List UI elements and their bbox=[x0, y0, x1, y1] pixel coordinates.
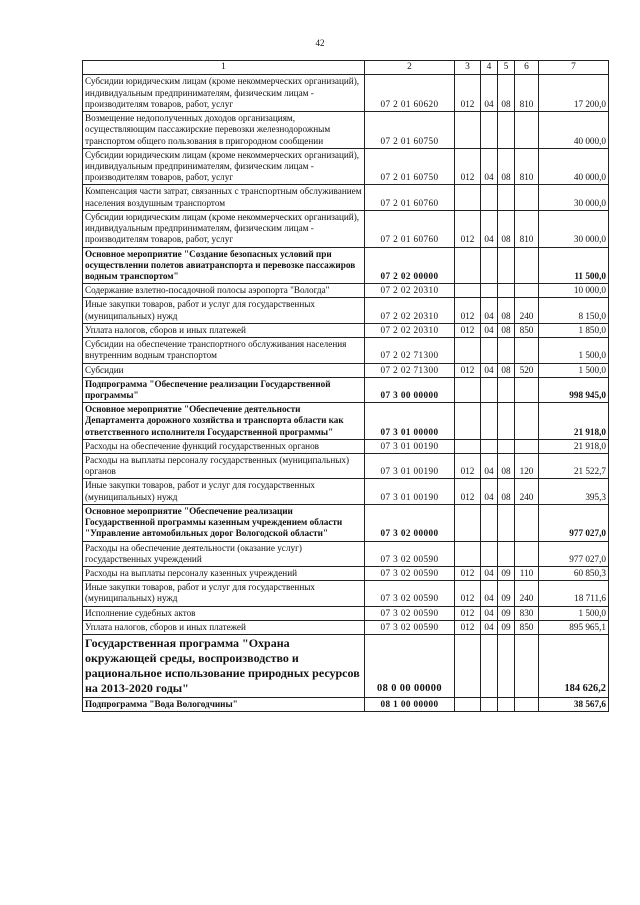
col4-value bbox=[481, 635, 498, 698]
budget-code: 08 0 00 00000 bbox=[365, 635, 455, 698]
amount: 998 945,0 bbox=[539, 377, 609, 402]
table-row bbox=[83, 112, 609, 149]
col4-value: 04 bbox=[481, 567, 498, 581]
col5-value: 09 bbox=[498, 620, 515, 634]
budget-table bbox=[82, 60, 609, 712]
col3-value: 012 bbox=[455, 479, 481, 504]
col5-value: 08 bbox=[498, 363, 515, 377]
col5-value bbox=[498, 439, 515, 453]
amount: 21 918,0 bbox=[539, 439, 609, 453]
amount: 21 522,7 bbox=[539, 454, 609, 479]
amount: 38 567,6 bbox=[539, 698, 609, 712]
budget-code: 07 2 01 60750 bbox=[365, 148, 455, 185]
amount: 895 965,1 bbox=[539, 620, 609, 634]
col5-value bbox=[498, 247, 515, 284]
row-name: Субсидии юридическим лицам (кроме некоммерческих организаций), индивидуальным предпринимателям, физическим лицам - производителям товаров, работ, услуг bbox=[83, 210, 365, 247]
row-name: Возмещение недополученных доходов организациям, осуществляющим пассажирские перевозки железнодорожным транспортом общего пользования в пригородном сообщении bbox=[83, 112, 365, 149]
col5-value: 09 bbox=[498, 567, 515, 581]
amount: 184 626,2 bbox=[539, 635, 609, 698]
row-name: Уплата налогов, сборов и иных платежей bbox=[83, 620, 365, 634]
budget-code: 07 2 01 60760 bbox=[365, 210, 455, 247]
budget-code: 07 3 00 00000 bbox=[365, 377, 455, 402]
col5-value: 08 bbox=[498, 75, 515, 112]
row-name: Расходы на обеспечение деятельности (оказание услуг) государственных учреждений bbox=[83, 541, 365, 566]
col3-value: 012 bbox=[455, 323, 481, 337]
budget-code: 07 3 02 00590 bbox=[365, 541, 455, 566]
col3-value bbox=[455, 403, 481, 440]
col6-value bbox=[515, 377, 539, 402]
col6-value bbox=[515, 338, 539, 363]
amount: 21 918,0 bbox=[539, 403, 609, 440]
budget-code: 07 2 01 60750 bbox=[365, 112, 455, 149]
col5-value: 08 bbox=[498, 210, 515, 247]
row-name: Субсидии bbox=[83, 363, 365, 377]
col4-value bbox=[481, 112, 498, 149]
col4-value: 04 bbox=[481, 323, 498, 337]
col3-value: 012 bbox=[455, 567, 481, 581]
table-row bbox=[83, 363, 609, 377]
table-row bbox=[83, 323, 609, 337]
row-name: Содержание взлетно-посадочной полосы аэропорта "Вологда" bbox=[83, 284, 365, 298]
col4-value bbox=[481, 439, 498, 453]
col4-value bbox=[481, 504, 498, 541]
col5-value bbox=[498, 541, 515, 566]
table-row bbox=[83, 698, 609, 712]
budget-code: 07 3 01 00190 bbox=[365, 479, 455, 504]
col6-value: 240 bbox=[515, 581, 539, 606]
col5-value: 08 bbox=[498, 148, 515, 185]
col3-value: 012 bbox=[455, 454, 481, 479]
budget-code: 07 2 01 60760 bbox=[365, 185, 455, 210]
amount: 17 200,0 bbox=[539, 75, 609, 112]
table-row bbox=[83, 75, 609, 112]
header-cell: 4 bbox=[481, 61, 498, 75]
col5-value bbox=[498, 504, 515, 541]
row-name: Уплата налогов, сборов и иных платежей bbox=[83, 323, 365, 337]
col5-value: 08 bbox=[498, 454, 515, 479]
col5-value bbox=[498, 284, 515, 298]
row-name: Основное мероприятие "Обеспечение деятельности Департамента дорожного хозяйства и транспорта области как ответственного исполнителя Государственной программы" bbox=[83, 403, 365, 440]
amount: 977 027,0 bbox=[539, 541, 609, 566]
col4-value: 04 bbox=[481, 606, 498, 620]
budget-code: 07 2 02 71300 bbox=[365, 338, 455, 363]
col4-value bbox=[481, 698, 498, 712]
col4-value bbox=[481, 284, 498, 298]
col6-value: 830 bbox=[515, 606, 539, 620]
col6-value bbox=[515, 403, 539, 440]
col6-value bbox=[515, 635, 539, 698]
row-name: Компенсация части затрат, связанных с транспортным обслуживанием населения воздушным транспортом bbox=[83, 185, 365, 210]
col4-value: 04 bbox=[481, 581, 498, 606]
col6-value: 850 bbox=[515, 620, 539, 634]
budget-code: 07 2 02 71300 bbox=[365, 363, 455, 377]
table-row bbox=[83, 541, 609, 566]
row-name: Расходы на обеспечение функций государственных органов bbox=[83, 439, 365, 453]
amount: 40 000,0 bbox=[539, 112, 609, 149]
budget-code: 07 3 02 00590 bbox=[365, 606, 455, 620]
col3-value bbox=[455, 698, 481, 712]
row-name: Расходы на выплаты персоналу казенных учреждений bbox=[83, 567, 365, 581]
table-row bbox=[83, 338, 609, 363]
col4-value: 04 bbox=[481, 479, 498, 504]
col4-value: 04 bbox=[481, 75, 498, 112]
col5-value: 08 bbox=[498, 479, 515, 504]
budget-code: 07 3 02 00590 bbox=[365, 567, 455, 581]
col6-value bbox=[515, 112, 539, 149]
budget-code: 08 1 00 00000 bbox=[365, 698, 455, 712]
col5-value bbox=[498, 698, 515, 712]
table-row bbox=[83, 454, 609, 479]
amount: 1 500,0 bbox=[539, 338, 609, 363]
table-row bbox=[83, 620, 609, 634]
col5-value bbox=[498, 185, 515, 210]
col4-value: 04 bbox=[481, 454, 498, 479]
col4-value bbox=[481, 377, 498, 402]
col3-value bbox=[455, 377, 481, 402]
table-row bbox=[83, 567, 609, 581]
col3-value bbox=[455, 284, 481, 298]
table-row bbox=[83, 635, 609, 698]
col5-value bbox=[498, 635, 515, 698]
header-cell: 7 bbox=[539, 61, 609, 75]
col6-value bbox=[515, 247, 539, 284]
amount: 8 150,0 bbox=[539, 298, 609, 323]
col6-value: 810 bbox=[515, 75, 539, 112]
row-name: Иные закупки товаров, работ и услуг для государственных (муниципальных) нужд bbox=[83, 298, 365, 323]
table-row bbox=[83, 403, 609, 440]
budget-code: 07 2 02 20310 bbox=[365, 323, 455, 337]
table-row bbox=[83, 298, 609, 323]
col5-value: 08 bbox=[498, 323, 515, 337]
row-name: Подпрограмма "Вода Вологодчины" bbox=[83, 698, 365, 712]
col4-value: 04 bbox=[481, 148, 498, 185]
col3-value: 012 bbox=[455, 210, 481, 247]
budget-code: 07 3 02 00590 bbox=[365, 620, 455, 634]
col6-value bbox=[515, 284, 539, 298]
col6-value bbox=[515, 504, 539, 541]
budget-code: 07 3 01 00000 bbox=[365, 403, 455, 440]
col3-value bbox=[455, 112, 481, 149]
budget-code: 07 3 02 00590 bbox=[365, 581, 455, 606]
amount: 395,3 bbox=[539, 479, 609, 504]
col4-value: 04 bbox=[481, 210, 498, 247]
col6-value bbox=[515, 185, 539, 210]
budget-code: 07 2 01 60620 bbox=[365, 75, 455, 112]
col3-value: 012 bbox=[455, 363, 481, 377]
row-name: Государственная программа "Охрана окружающей среды, воспроизводство и рациональное использование природных ресурсов на 2013-2020 годы" bbox=[83, 635, 365, 698]
col3-value: 012 bbox=[455, 606, 481, 620]
col3-value: 012 bbox=[455, 148, 481, 185]
budget-code: 07 3 02 00000 bbox=[365, 504, 455, 541]
row-name: Основное мероприятие "Создание безопасных условий при осуществлении полетов авиатранспорта и перевозке пассажиров водным транспортом" bbox=[83, 247, 365, 284]
col3-value bbox=[455, 338, 481, 363]
budget-code: 07 2 02 00000 bbox=[365, 247, 455, 284]
col6-value: 110 bbox=[515, 567, 539, 581]
col3-value: 012 bbox=[455, 75, 481, 112]
row-name: Подпрограмма "Обеспечение реализации Государственной программы" bbox=[83, 377, 365, 402]
header-cell: 1 bbox=[83, 61, 365, 75]
row-name: Исполнение судебных актов bbox=[83, 606, 365, 620]
col6-value: 850 bbox=[515, 323, 539, 337]
row-name: Основное мероприятие "Обеспечение реализации Государственной программы казенным учреждением области "Управление автомобильных дорог Вологодской области" bbox=[83, 504, 365, 541]
col3-value bbox=[455, 635, 481, 698]
header-cell: 3 bbox=[455, 61, 481, 75]
col4-value: 04 bbox=[481, 298, 498, 323]
amount: 18 711,6 bbox=[539, 581, 609, 606]
col6-value: 810 bbox=[515, 148, 539, 185]
amount: 1 500,0 bbox=[539, 606, 609, 620]
col6-value bbox=[515, 439, 539, 453]
table-row bbox=[83, 247, 609, 284]
col4-value bbox=[481, 185, 498, 210]
amount: 977 027,0 bbox=[539, 504, 609, 541]
amount: 30 000,0 bbox=[539, 185, 609, 210]
col4-value bbox=[481, 541, 498, 566]
col5-value: 08 bbox=[498, 298, 515, 323]
table-row bbox=[83, 210, 609, 247]
amount: 30 000,0 bbox=[539, 210, 609, 247]
col3-value bbox=[455, 247, 481, 284]
col4-value bbox=[481, 403, 498, 440]
row-name: Субсидии на обеспечение транспортного обслуживания населения внутренним водным транспортом bbox=[83, 338, 365, 363]
amount: 40 000,0 bbox=[539, 148, 609, 185]
col6-value bbox=[515, 541, 539, 566]
col3-value: 012 bbox=[455, 298, 481, 323]
col6-value: 240 bbox=[515, 479, 539, 504]
amount: 1 850,0 bbox=[539, 323, 609, 337]
table-row bbox=[83, 581, 609, 606]
col5-value bbox=[498, 403, 515, 440]
col6-value: 120 bbox=[515, 454, 539, 479]
row-name: Расходы на выплаты персоналу государственных (муниципальных) органов bbox=[83, 454, 365, 479]
col3-value: 012 bbox=[455, 620, 481, 634]
header-cell: 2 bbox=[365, 61, 455, 75]
row-name: Иные закупки товаров, работ и услуг для государственных (муниципальных) нужд bbox=[83, 581, 365, 606]
table-row bbox=[83, 479, 609, 504]
col6-value bbox=[515, 698, 539, 712]
col5-value bbox=[498, 377, 515, 402]
table-header-row bbox=[83, 61, 609, 75]
table-row bbox=[83, 439, 609, 453]
col6-value: 810 bbox=[515, 210, 539, 247]
col5-value bbox=[498, 112, 515, 149]
table-row bbox=[83, 185, 609, 210]
col4-value: 04 bbox=[481, 620, 498, 634]
col3-value bbox=[455, 504, 481, 541]
col5-value: 09 bbox=[498, 606, 515, 620]
table-row bbox=[83, 504, 609, 541]
col4-value: 04 bbox=[481, 363, 498, 377]
table-row bbox=[83, 284, 609, 298]
page-number: 42 bbox=[315, 38, 325, 48]
amount: 1 500,0 bbox=[539, 363, 609, 377]
table-row bbox=[83, 606, 609, 620]
col3-value bbox=[455, 439, 481, 453]
header-cell: 5 bbox=[498, 61, 515, 75]
budget-code: 07 2 02 20310 bbox=[365, 298, 455, 323]
col5-value bbox=[498, 338, 515, 363]
col4-value bbox=[481, 247, 498, 284]
col6-value: 520 bbox=[515, 363, 539, 377]
budget-code: 07 3 01 00190 bbox=[365, 439, 455, 453]
col3-value: 012 bbox=[455, 581, 481, 606]
amount: 11 500,0 bbox=[539, 247, 609, 284]
table-row bbox=[83, 148, 609, 185]
amount: 60 850,3 bbox=[539, 567, 609, 581]
budget-code: 07 3 01 00190 bbox=[365, 454, 455, 479]
col6-value: 240 bbox=[515, 298, 539, 323]
row-name: Иные закупки товаров, работ и услуг для государственных (муниципальных) нужд bbox=[83, 479, 365, 504]
budget-code: 07 2 02 20310 bbox=[365, 284, 455, 298]
col3-value bbox=[455, 185, 481, 210]
col5-value: 09 bbox=[498, 581, 515, 606]
row-name: Субсидии юридическим лицам (кроме некоммерческих организаций), индивидуальным предпринимателям, физическим лицам - производителям товаров, работ, услуг bbox=[83, 75, 365, 112]
table-row bbox=[83, 377, 609, 402]
row-name: Субсидии юридическим лицам (кроме некоммерческих организаций), индивидуальным предпринимателям, физическим лицам - производителям товаров, работ, услуг bbox=[83, 148, 365, 185]
col3-value bbox=[455, 541, 481, 566]
amount: 10 000,0 bbox=[539, 284, 609, 298]
header-cell: 6 bbox=[515, 61, 539, 75]
col4-value bbox=[481, 338, 498, 363]
